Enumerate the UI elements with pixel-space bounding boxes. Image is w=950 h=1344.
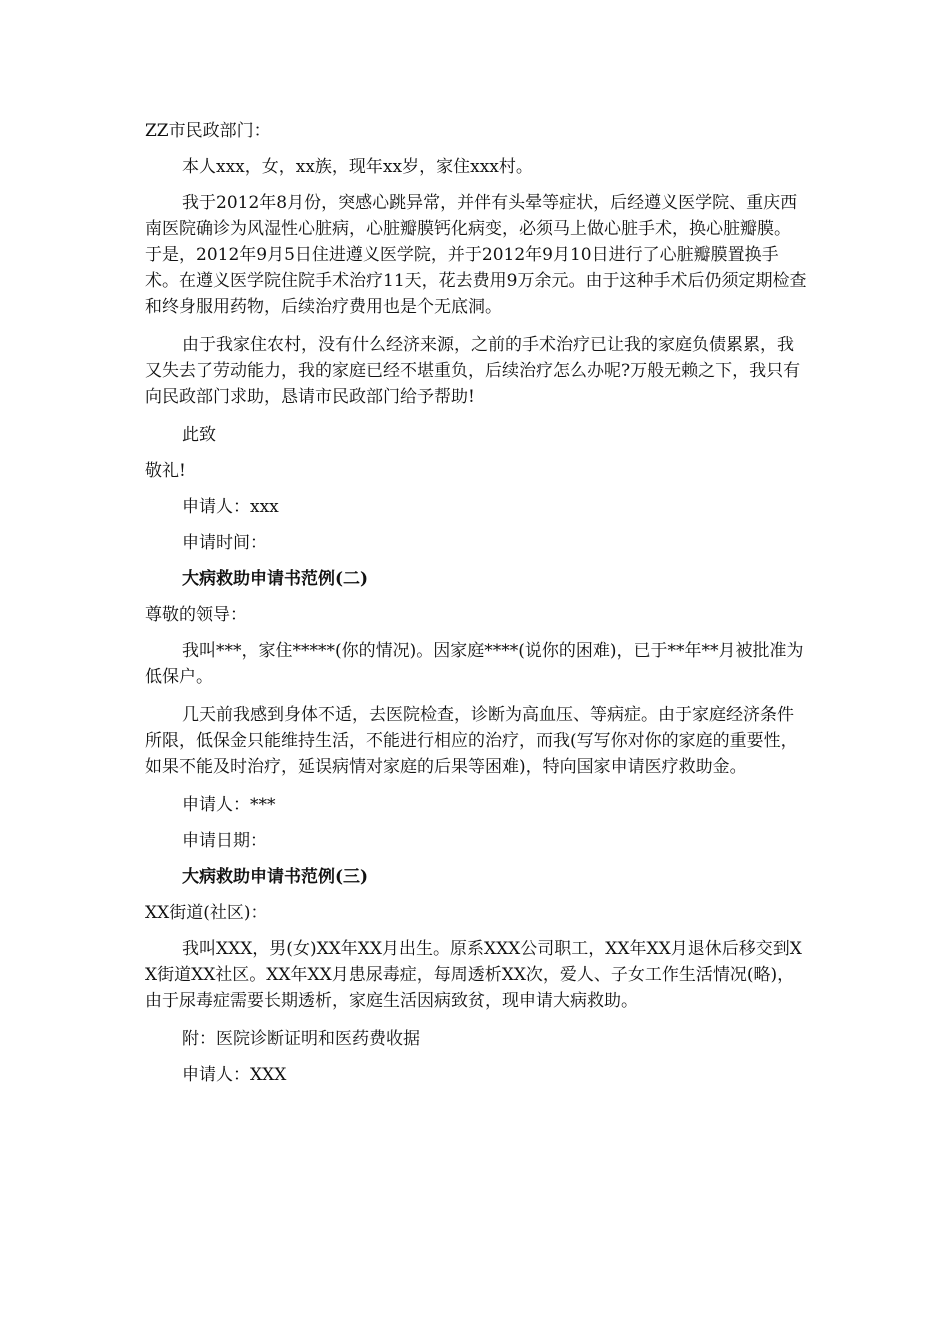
document-page [145,118,807,1098]
letter1-applicant: 申请人：xxx [182,497,279,517]
letter1-paragraph-2: 由于我家住农村，没有什么经济来源，之前的手术治疗已让我的家庭负债累累，我又失去了劳动能力，我的家庭已经不堪重负，后续治疗怎么办呢?万般无赖之下，我只有向民政部门求助，恳请市民政部门给予帮助! [145,335,801,407]
letter2-date: 申请日期： [182,831,267,851]
letter2-heading: 大病救助申请书范例(二) [182,569,369,589]
letter2-paragraph-2: 几天前我感到身体不适，去医院检查，诊断为高血压、等病症。由于家庭经济条件所限，低保金只能维持生活，不能进行相应的治疗，而我(写写你对你的家庭的重要性，如果不能及时治疗，延误病情对家庭的后果等困难)，特向国家申请医疗救助金。 [145,705,798,777]
letter2-applicant: 申请人：*** [182,795,276,815]
letter1-intro: 本人xxx，女，xx族，现年xx岁，家住xxx村。 [182,157,533,177]
letter1-paragraph-1: 我于2012年8月份，突感心跳异常，并伴有头晕等症状，后经遵义医学院、重庆西南医院确诊为风湿性心脏病，心脏瓣膜钙化病变，必须马上做心脏手术，换心脏瓣膜。于是，2012年9月5日住进遵义医学院，并于2012年9月10日进行了心脏瓣膜置换手术。在遵义医学院住院手术治疗11天，花去费用9万余元。由于这种手术后仍须定期检查和终身服用药物，后续治疗费用也是个无底洞。 [145,193,807,317]
letter1-date: 申请时间： [182,533,267,553]
letter3-heading: 大病救助申请书范例(三) [182,867,369,887]
letter2-salutation: 尊敬的领导： [145,605,247,625]
letter3-paragraph-1: 我叫XXX，男(女)XX年XX月出生。原系XXX公司职工，XX年XX月退休后移交到XX街道XX社区。XX年XX月患尿毒症，每周透析XX次，爱人、子女工作生活情况(略)，由于尿毒症需要长期透析，家庭生活因病致贫，现申请大病救助。 [145,939,802,1011]
letter3-applicant: 申请人：XXX [182,1065,287,1085]
letter1-closing-2: 敬礼! [145,461,186,481]
letter3-salutation: XX街道(社区)： [145,903,268,923]
letter3-attachment: 附：医院诊断证明和医药费收据 [182,1029,420,1049]
letter1-salutation: ZZ市民政部门： [145,121,271,141]
letter2-paragraph-1: 我叫***，家住*****(你的情况)。因家庭****(说你的困难)，已于**年**月被批准为低保户。 [145,641,804,687]
letter1-closing-1: 此致 [182,425,216,445]
